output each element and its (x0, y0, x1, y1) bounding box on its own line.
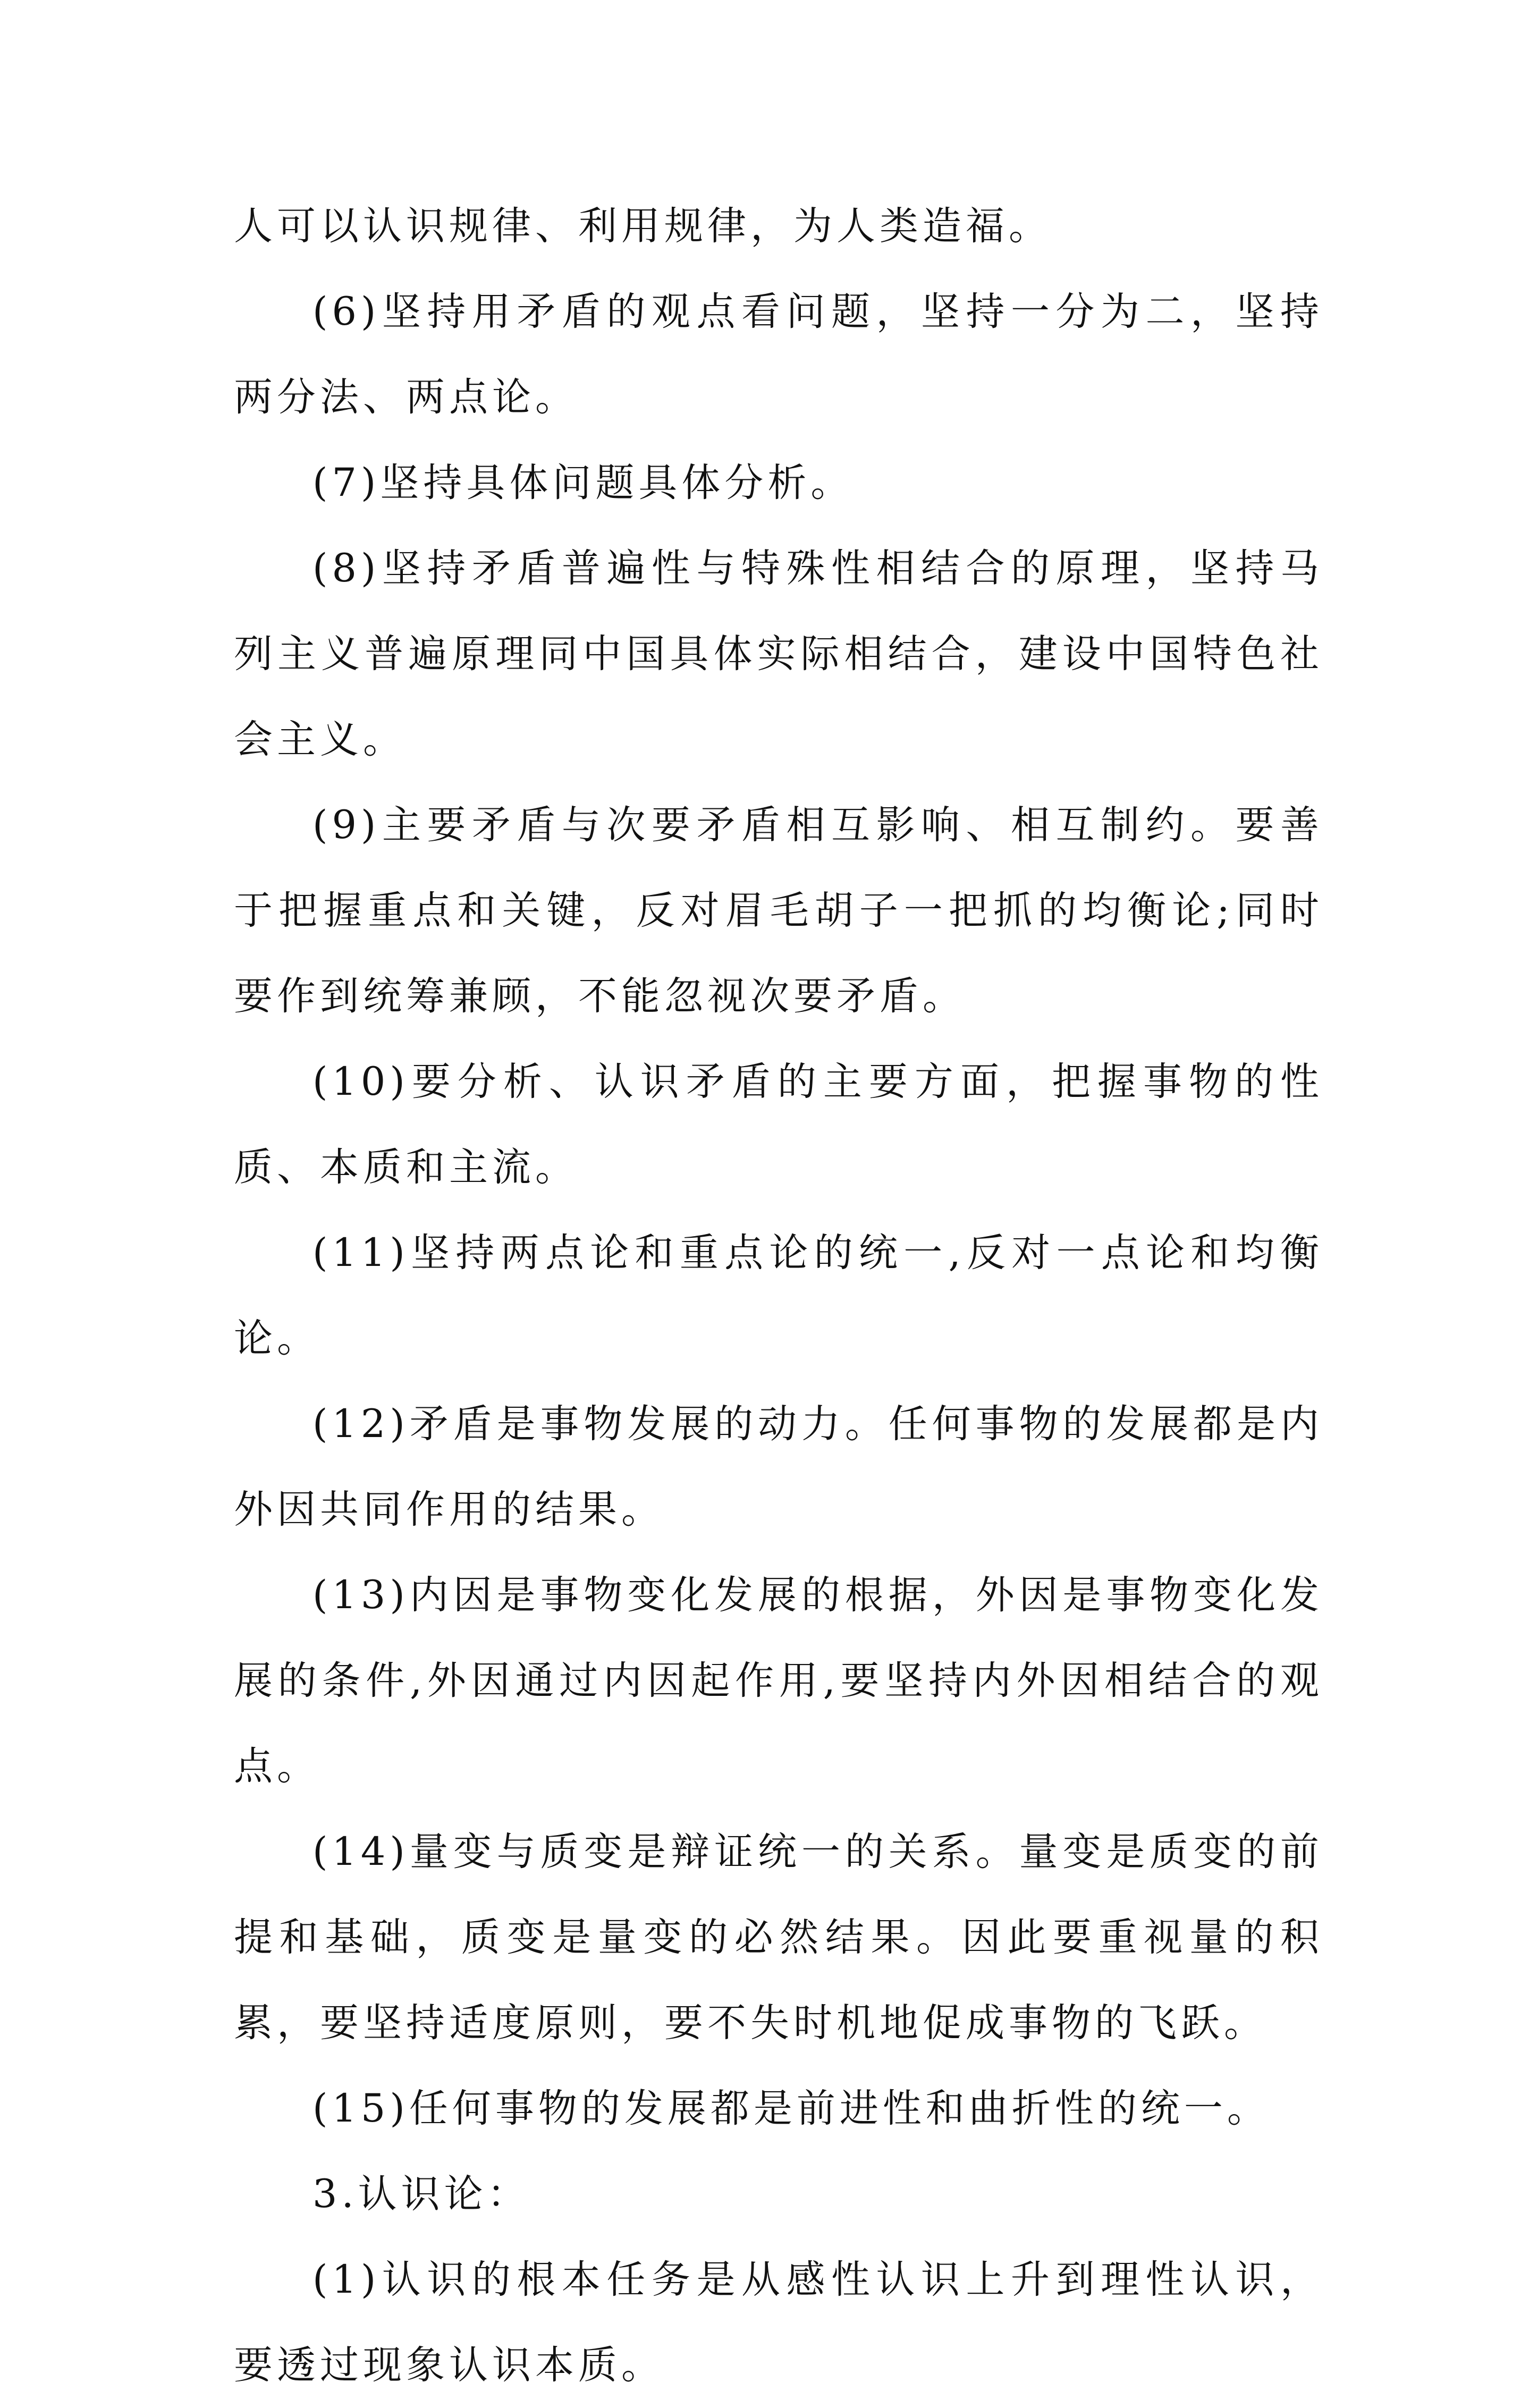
paragraph-item-7: (7)坚持具体问题具体分析。 (312, 460, 854, 505)
paragraph-item-14: (14)量变与质变是辩证统一的关系。量变是质变的前提和基础，质变是量变的必然结果。因此要重视量的积累，要坚持适度原则，要不失时机地促成事物的飞跃。 (234, 1829, 1323, 2046)
paragraph-item-11: (11)坚持两点论和重点论的统一,反对一点论和均衡论。 (234, 1230, 1323, 1361)
paragraph-item-8: (8)坚持矛盾普遍性与特殊性相结合的原理，坚持马列主义普遍原理同中国具体实际相结合，建设中国特色社会主义。 (234, 546, 1323, 762)
paragraph-item-10: (10)要分析、认识矛盾的主要方面，把握事物的性质、本质和主流。 (234, 1059, 1323, 1190)
paragraph-item-6: (6)坚持用矛盾的观点看问题，坚持一分为二，坚持两分法、两点论。 (234, 289, 1323, 420)
section-heading-epistemology: 3.认识论： (312, 2172, 530, 2217)
paragraph-item-9: (9)主要矛盾与次要矛盾相互影响、相互制约。要善于把握重点和关键，反对眉毛胡子一把抓的均衡论;同时要作到统筹兼顾，不能忽视次要矛盾。 (234, 802, 1323, 1019)
document-body (234, 183, 1323, 2408)
paragraph-item-12: (12)矛盾是事物发展的动力。任何事物的发展都是内外因共同作用的结果。 (234, 1401, 1323, 1532)
paragraph-item-15: (15)任何事物的发展都是前进性和曲折性的统一。 (312, 2086, 1270, 2131)
paragraph-item-13: (13)内因是事物变化发展的根据，外因是事物变化发展的条件,外因通过内因起作用,要坚持内外因相结合的观点。 (234, 1573, 1323, 1789)
paragraph-item-1: (1)认识的根本任务是从感性认识上升到理性认识，要透过现象认识本质。 (234, 2257, 1323, 2388)
paragraph-continuation: 人可以认识规律、利用规律，为人类造福。 (234, 204, 1052, 249)
